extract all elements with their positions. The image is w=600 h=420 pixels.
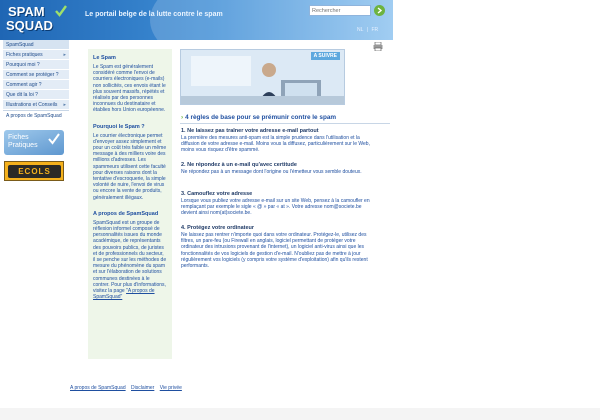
- site-header: [0, 0, 393, 40]
- site-tagline: Le portail belge de la lutte contre le spam: [85, 11, 223, 18]
- lang-separator: |: [366, 27, 369, 33]
- language-switcher: [356, 27, 379, 33]
- nav-item-comment-agir[interactable]: [3, 80, 69, 90]
- paragraph-pourquoi: Le courrier électronique permet d'envoyer assez simplement et pour un coût très faible un même message à des milliers voire des millions d'adresses. Les spammeurs utilisent cette faculté pour diverses raisons dont la tentative d'escroquerie, la simple volonté de nuire, l'envoi de virus ou encore la vente de produits, généralement illégaux.: [93, 132, 167, 201]
- logo-text-line1: SPAM: [8, 4, 45, 19]
- nav-item-label: Comment agir ?: [6, 82, 42, 88]
- nav-item-que-dit-la-loi[interactable]: [3, 90, 69, 100]
- section-heading-a-propos: A propos de SpamSquad: [93, 210, 159, 217]
- logo-text-line2: SQUAD: [6, 18, 53, 33]
- banner-line2: Pratiques: [8, 142, 38, 149]
- nav-item-spamsquad[interactable]: [3, 40, 69, 50]
- tip-body: La première des mesures anti-spam est la simple prudence dans l'utilisation et la diffusion de votre adresse e-mail. Moins vous la diffusez, particulièrement sur le Web, moins vous risquez d'être spammé.: [181, 135, 370, 154]
- nav-item-fiches-pratiques[interactable]: [3, 50, 69, 60]
- tip-heading: 2. Ne répondez à un e-mail qu'avec certitude: [181, 162, 297, 168]
- nav-item-label: Que dit la loi ?: [6, 92, 38, 98]
- hero-image[interactable]: [180, 49, 345, 105]
- a-suivre-badge: A SUIVRE: [311, 52, 340, 60]
- footer-bar: [0, 408, 600, 420]
- chevron-right-icon: ▸: [63, 102, 66, 108]
- section-heading-le-spam: Le Spam: [93, 55, 116, 61]
- arrow-right-icon: ›: [181, 114, 184, 121]
- footer-link-vie-privee[interactable]: Vie privée: [159, 385, 182, 391]
- tip-1: [181, 128, 371, 154]
- info-column: [88, 49, 172, 359]
- ecols-banner[interactable]: [4, 161, 64, 181]
- logo-check-icon: [55, 5, 67, 17]
- tip-body: Lorsque vous publiez votre adresse e-mail sur un site Web, pensez à la camoufler en remplaçant par exemple le sigle « @ » par « at ». Votre adresse nom@societe.be devient ainsi nom(at)societe.be.: [181, 198, 370, 217]
- footer-links: [70, 385, 186, 391]
- a-propos-link[interactable]: "A propos de SpamSquad": [93, 288, 155, 301]
- chevron-right-icon: ▸: [63, 52, 66, 58]
- tip-heading: 4. Protégez votre ordinateur: [181, 225, 255, 231]
- page-title-text: 4 règles de base pour se prémunir contre le spam: [185, 114, 337, 121]
- ecols-logo: ECOLS: [8, 165, 61, 178]
- nav-item-illustrations[interactable]: [3, 100, 69, 110]
- arrow-right-icon: [376, 7, 383, 14]
- spamsquad-logo[interactable]: [4, 3, 64, 37]
- left-navigation: [3, 40, 69, 120]
- nav-item-a-propos[interactable]: [3, 110, 69, 120]
- tip-heading: 1. Ne laissez pas traîner votre adresse e-mail partout: [181, 128, 319, 134]
- search-button[interactable]: [374, 5, 385, 16]
- tip-3: [181, 191, 371, 217]
- nav-item-label: Comment se protéger ?: [6, 72, 59, 78]
- lang-fr-link[interactable]: FR: [371, 27, 379, 33]
- nav-item-label: SpamSquad: [6, 42, 34, 48]
- printer-icon[interactable]: [373, 42, 383, 51]
- paragraph-le-spam: Le Spam est généralement considéré comme l'envoi de courriers électroniques (e-mails) non sollicités, ces envois étant le plus souvent massifs, répétés et réalisés par des personnes inconnues du destinataire et établies hors Union européenne.: [93, 64, 166, 114]
- section-heading-pourquoi: Pourquoi le Spam ?: [93, 123, 145, 130]
- nav-item-comment-se-proteger[interactable]: [3, 70, 69, 80]
- nav-item-label: Illustrations et Conseils: [6, 102, 58, 108]
- tip-body: Ne répondez pas à un message dont l'origine ou l'émetteur vous semble douteux.: [181, 169, 362, 175]
- nav-item-label: Pourquoi moi ?: [6, 62, 40, 68]
- footer-link-disclaimer[interactable]: Disclaimer: [131, 385, 155, 391]
- tip-2: [181, 162, 371, 175]
- paragraph-a-propos-text: SpamSquad est un groupe de réflexion informel composé de personnalités issues du monde académique, de représentants des pouvoirs publics, de juristes et de professionnels du secteur, il se penche sur les méthodes de mesure du phénomène du spam et sur l'élaboration de solutions communes destinées à le contrer. Pour plus d'informations, visitez la page: [93, 219, 167, 295]
- nav-item-pourquoi-moi[interactable]: [3, 60, 69, 70]
- banner-line1: Fiches: [8, 134, 29, 141]
- lang-nl-link[interactable]: NL: [357, 27, 364, 33]
- paragraph-a-propos: [93, 220, 167, 301]
- divider: [180, 123, 390, 124]
- tip-body: Ne laissez pas rentrer n'importe quoi dans votre ordinateur. Protégez-le, utilisez des filtres, un pare-feu (ou Firewall en anglais, logiciel permettant de protéger votre ordinateur des intrusions provenant de l'internet), un logiciel anti-virus ainsi que les fonctionnalités de vos logiciels de gestion d'e-mail. N'oubliez pas de mettre à jour régulièrement vos logiciels (y compris votre système d'exploitation) afin qu'ils restent performants.: [181, 232, 368, 270]
- fiches-pratiques-banner[interactable]: [4, 130, 64, 155]
- nav-item-label: Fiches pratiques: [6, 52, 43, 58]
- tip-4: [181, 225, 371, 269]
- search-input[interactable]: [309, 5, 371, 16]
- nav-item-label: A propos de SpamSquad: [6, 113, 62, 119]
- footer-link-a-propos[interactable]: A propos de SpamSquad: [70, 385, 126, 391]
- page-title: [181, 114, 336, 121]
- checkmark-icon: [48, 133, 60, 145]
- tip-heading: 3. Camouflez votre adresse: [181, 191, 253, 197]
